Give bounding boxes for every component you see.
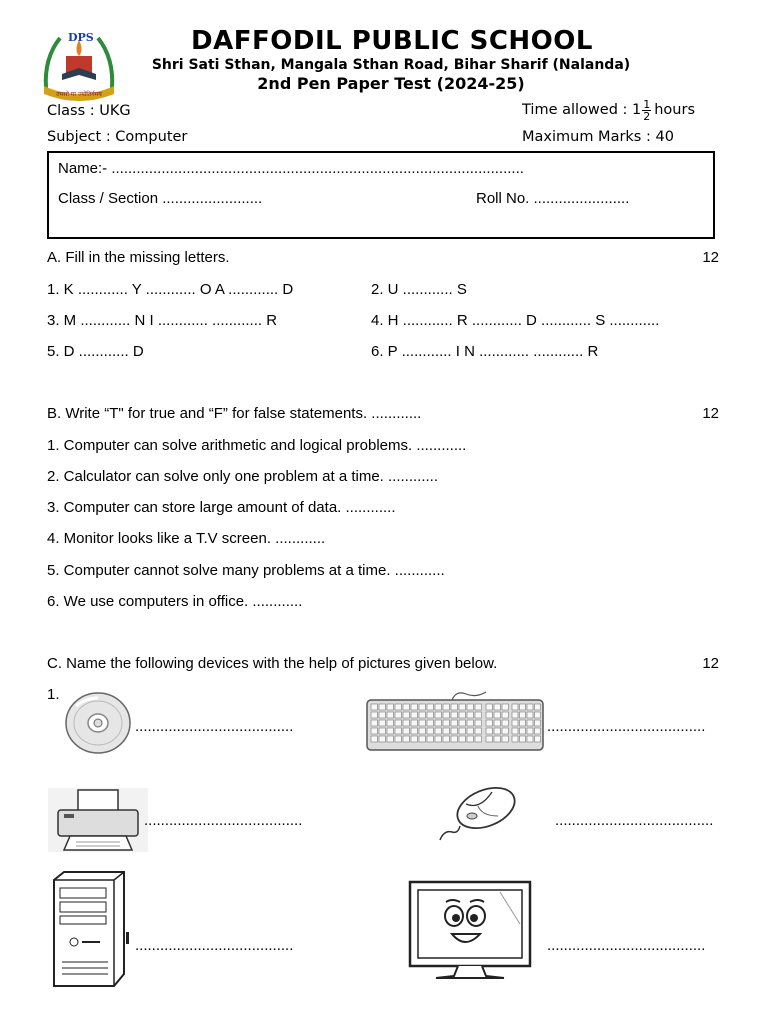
keyboard-key [494,736,501,742]
keyboard-key [512,720,518,726]
keyboard-key [379,704,386,710]
section-b-item[interactable]: 2. Calculator can solve only one problem at a time. ............ [47,468,439,485]
keyboard-picture [366,690,544,752]
section-a-item[interactable]: 3. M ............ N I ............ ............ R [47,312,278,329]
section-a-item[interactable]: 1. K ............ Y ............ O A ............ D [47,281,294,298]
keyboard-key [459,720,466,726]
section-b-marks: 12 [702,405,719,422]
section-b-item[interactable]: 5. Computer cannot solve many problems at a time. ............ [47,562,445,579]
section-b-item[interactable]: 6. We use computers in office. ............ [47,593,303,610]
keyboard-key [527,728,533,734]
keyboard-key [467,736,474,742]
section-a-item[interactable]: 2. U ............ S [371,281,467,298]
logo-motto: तमसो मा ज्योतिर्गमय [56,91,102,98]
keyboard-key [435,720,442,726]
keyboard-key [451,720,458,726]
keyboard-key [502,728,509,734]
keyboard-key [443,720,450,726]
keyboard-key [387,704,394,710]
section-c-marks: 12 [702,655,719,672]
keyboard-key [520,712,526,718]
keyboard-key [411,712,418,718]
keyboard-key [403,736,410,742]
keyboard-key [411,704,418,710]
keyboard-key [535,736,541,742]
keyboard-key [411,720,418,726]
keyboard-key [467,728,474,734]
keyboard-key [371,704,378,710]
cpu-answer-blank[interactable]: ...................................... [135,937,294,954]
keyboard-key [403,720,410,726]
keyboard-key [475,712,482,718]
printer-picture [48,788,148,852]
keyboard-key [494,728,501,734]
keyboard-key [443,712,450,718]
keyboard-key [435,736,442,742]
keyboard-key [419,720,426,726]
keyboard-key [443,728,450,734]
keyboard-key [535,712,541,718]
monitor-picture [408,878,532,984]
keyboard-key [427,704,434,710]
keyboard-key [494,720,501,726]
time-prefix: Time allowed : 1 [522,102,642,118]
section-a-item[interactable]: 4. H ............ R ............ D ............ S ............ [371,312,660,329]
keyboard-key [459,736,466,742]
keyboard-key [451,736,458,742]
keyboard-key [443,704,450,710]
keyboard-key [486,720,493,726]
section-a-item[interactable]: 5. D ............ D [47,343,144,360]
keyboard-key [427,728,434,734]
keyboard-key [427,712,434,718]
keyboard-key [467,712,474,718]
keyboard-key [475,736,482,742]
keyboard-key [379,712,386,718]
section-a-heading: A. Fill in the missing letters. [47,249,230,266]
keyboard-key [379,728,386,734]
keyboard-key [494,704,501,710]
keyboard-key [520,728,526,734]
keyboard-key [502,720,509,726]
school-address: Shri Sati Sthan, Mangala Sthan Road, Bihar Sharif (Nalanda) [151,57,631,73]
time-allowed [522,96,695,124]
max-marks: Maximum Marks : 40 [522,129,674,145]
keyboard-key [387,712,394,718]
keyboard-key [395,712,402,718]
keyboard-key [451,728,458,734]
keyboard-key [403,704,410,710]
keyboard-key [535,720,541,726]
keyboard-key [435,712,442,718]
keyboard-key [427,736,434,742]
keyboard-key [419,728,426,734]
keyboard-key [435,728,442,734]
keyboard-key [486,704,493,710]
section-b-item[interactable]: 4. Monitor looks like a T.V screen. ............ [47,530,326,547]
keyboard-key [502,736,509,742]
keyboard-key [475,728,482,734]
subject-info: Subject : Computer [47,129,188,145]
keyboard-key [427,720,434,726]
section-a-item[interactable]: 6. P ............ I N ............ ............ R [371,343,599,360]
section-a-marks: 12 [702,249,719,266]
logo-text: DPS [68,31,94,44]
keyboard-key [371,712,378,718]
keyboard-key [527,712,533,718]
keyboard-key [535,728,541,734]
keyboard-key [475,704,482,710]
keyboard-key [403,712,410,718]
keyboard-key [371,728,378,734]
class-section-line[interactable]: Class / Section ........................ [58,190,263,207]
printer-answer-blank[interactable]: ...................................... [144,812,303,829]
keyboard-key [527,720,533,726]
keyboard-key [502,712,509,718]
keyboard-key [395,736,402,742]
keyboard-key [494,712,501,718]
keyboard-key [379,720,386,726]
keyboard-key [395,704,402,710]
keyboard-key [371,736,378,742]
keyboard-key [520,720,526,726]
cd-picture [64,692,132,754]
keyboard-key [435,704,442,710]
class-info: Class : UKG [47,103,131,119]
keyboard-key [411,736,418,742]
section-b-item[interactable]: 1. Computer can solve arithmetic and logical problems. ............ [47,437,467,454]
keyboard-key [459,728,466,734]
keyboard-key [403,728,410,734]
keyboard-key [419,736,426,742]
keyboard-key [371,720,378,726]
keyboard-key [395,728,402,734]
keyboard-key [486,736,493,742]
cpu-picture [50,870,132,988]
keyboard-key [527,736,533,742]
keyboard-key [387,720,394,726]
keyboard-key [486,728,493,734]
keyboard-key [467,704,474,710]
keyboard-key [512,704,518,710]
keyboard-key [379,736,386,742]
keyboard-key [451,704,458,710]
mouse-answer-blank[interactable]: ...................................... [555,812,714,829]
mouse-picture [438,786,520,844]
keyboard-key [387,736,394,742]
section-c-heading: C. Name the following devices with the help of pictures given below. [47,655,498,672]
cd-answer-blank[interactable]: ...................................... [135,718,294,735]
keyboard-key [451,712,458,718]
section-b-heading: B. Write “T" for true and “F” for false statements. ............ [47,405,422,422]
name-line[interactable]: Name:- ................................................................................................... [58,160,524,177]
keyboard-key [419,712,426,718]
test-name: 2nd Pen Paper Test (2024-25) [257,74,525,93]
roll-no-line[interactable]: Roll No. ....................... [476,190,630,207]
keyboard-key [527,704,533,710]
keyboard-key [419,704,426,710]
keyboard-key [459,704,466,710]
keyboard-key [520,704,526,710]
time-fraction: $\frac{1}{2}$ [643,97,651,123]
keyboard-answer-blank[interactable]: ...................................... [547,718,706,735]
keyboard-key [467,720,474,726]
time-suffix: hours [654,102,696,118]
keyboard-key [520,736,526,742]
keyboard-key [512,728,518,734]
keyboard-key [475,720,482,726]
keyboard-key [459,712,466,718]
keyboard-key [387,728,394,734]
keyboard-key [512,712,518,718]
keyboard-key [443,736,450,742]
keyboard-key [411,728,418,734]
keyboard-key [512,736,518,742]
keyboard-key [502,704,509,710]
keyboard-key [535,704,541,710]
keyboard-key [395,720,402,726]
section-b-item[interactable]: 3. Computer can store large amount of data. ............ [47,499,396,516]
monitor-answer-blank[interactable]: ...................................... [547,937,706,954]
keyboard-key [486,712,493,718]
section-c-number: 1. [47,686,60,703]
school-name: DAFFODIL PUBLIC SCHOOL [191,26,593,56]
